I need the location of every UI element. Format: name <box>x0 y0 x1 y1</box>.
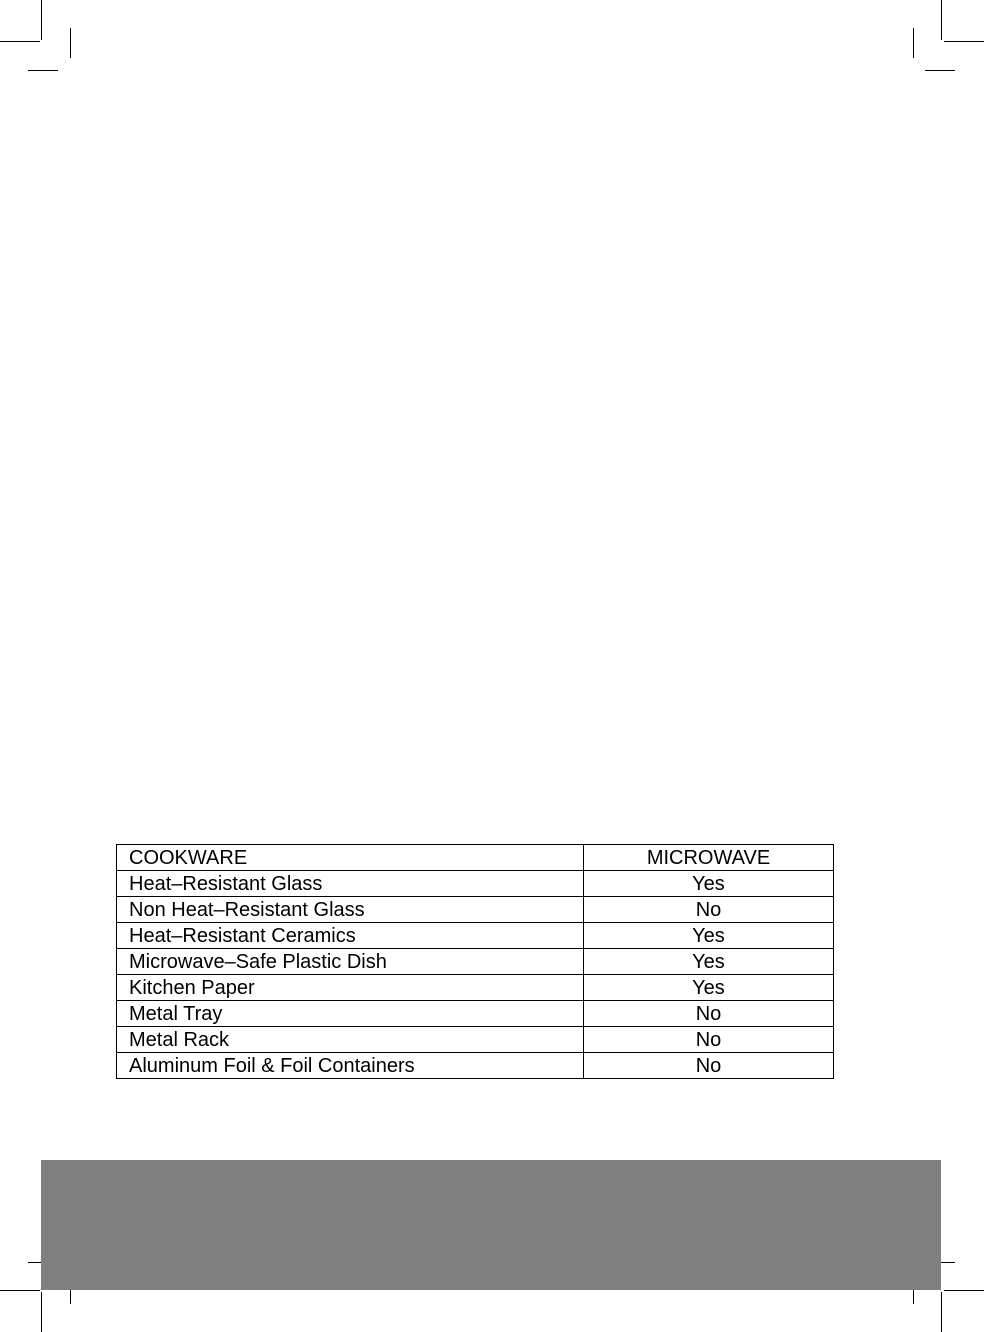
crop-mark-top-right-v <box>941 0 942 40</box>
row-item: Microwave–Safe Plastic Dish <box>117 949 584 975</box>
cookware-table <box>116 844 834 1079</box>
row-value: Yes <box>584 871 834 897</box>
row-value: No <box>584 1053 834 1079</box>
row-value: Yes <box>584 949 834 975</box>
row-item: Metal Rack <box>117 1027 584 1053</box>
row-value: No <box>584 1001 834 1027</box>
table-row <box>117 949 834 975</box>
table-row <box>117 1001 834 1027</box>
row-item: Non Heat–Resistant Glass <box>117 897 584 923</box>
crop-mark-bottom-right-h <box>944 1290 984 1291</box>
crop-mark-top-left-v <box>41 0 42 40</box>
footer-band <box>41 1160 941 1290</box>
table-row <box>117 1053 834 1079</box>
row-value: Yes <box>584 923 834 949</box>
crop-mark-bottom-right-v <box>941 1292 942 1332</box>
crop-mark-top-right-h <box>944 41 984 42</box>
row-value: No <box>584 1027 834 1053</box>
crop-mark-bottom-left-v <box>41 1292 42 1332</box>
crop-mark-top-right-h2 <box>925 70 955 71</box>
row-item: Heat–Resistant Ceramics <box>117 923 584 949</box>
table-row <box>117 923 834 949</box>
table-header-row <box>117 845 834 871</box>
crop-mark-top-left-h2 <box>28 70 58 71</box>
header-microwave: MICROWAVE <box>584 845 834 871</box>
row-item: Aluminum Foil & Foil Containers <box>117 1053 584 1079</box>
header-cookware: COOKWARE <box>117 845 584 871</box>
crop-mark-top-right-v2 <box>913 28 914 58</box>
table-row <box>117 1027 834 1053</box>
crop-mark-top-left-h <box>0 41 40 42</box>
table-row <box>117 871 834 897</box>
crop-mark-bottom-left-h <box>0 1290 40 1291</box>
table-row <box>117 975 834 1001</box>
crop-mark-top-left-v2 <box>70 28 71 58</box>
row-item: Kitchen Paper <box>117 975 584 1001</box>
row-value: Yes <box>584 975 834 1001</box>
row-item: Metal Tray <box>117 1001 584 1027</box>
row-item: Heat–Resistant Glass <box>117 871 584 897</box>
row-value: No <box>584 897 834 923</box>
table-row <box>117 897 834 923</box>
